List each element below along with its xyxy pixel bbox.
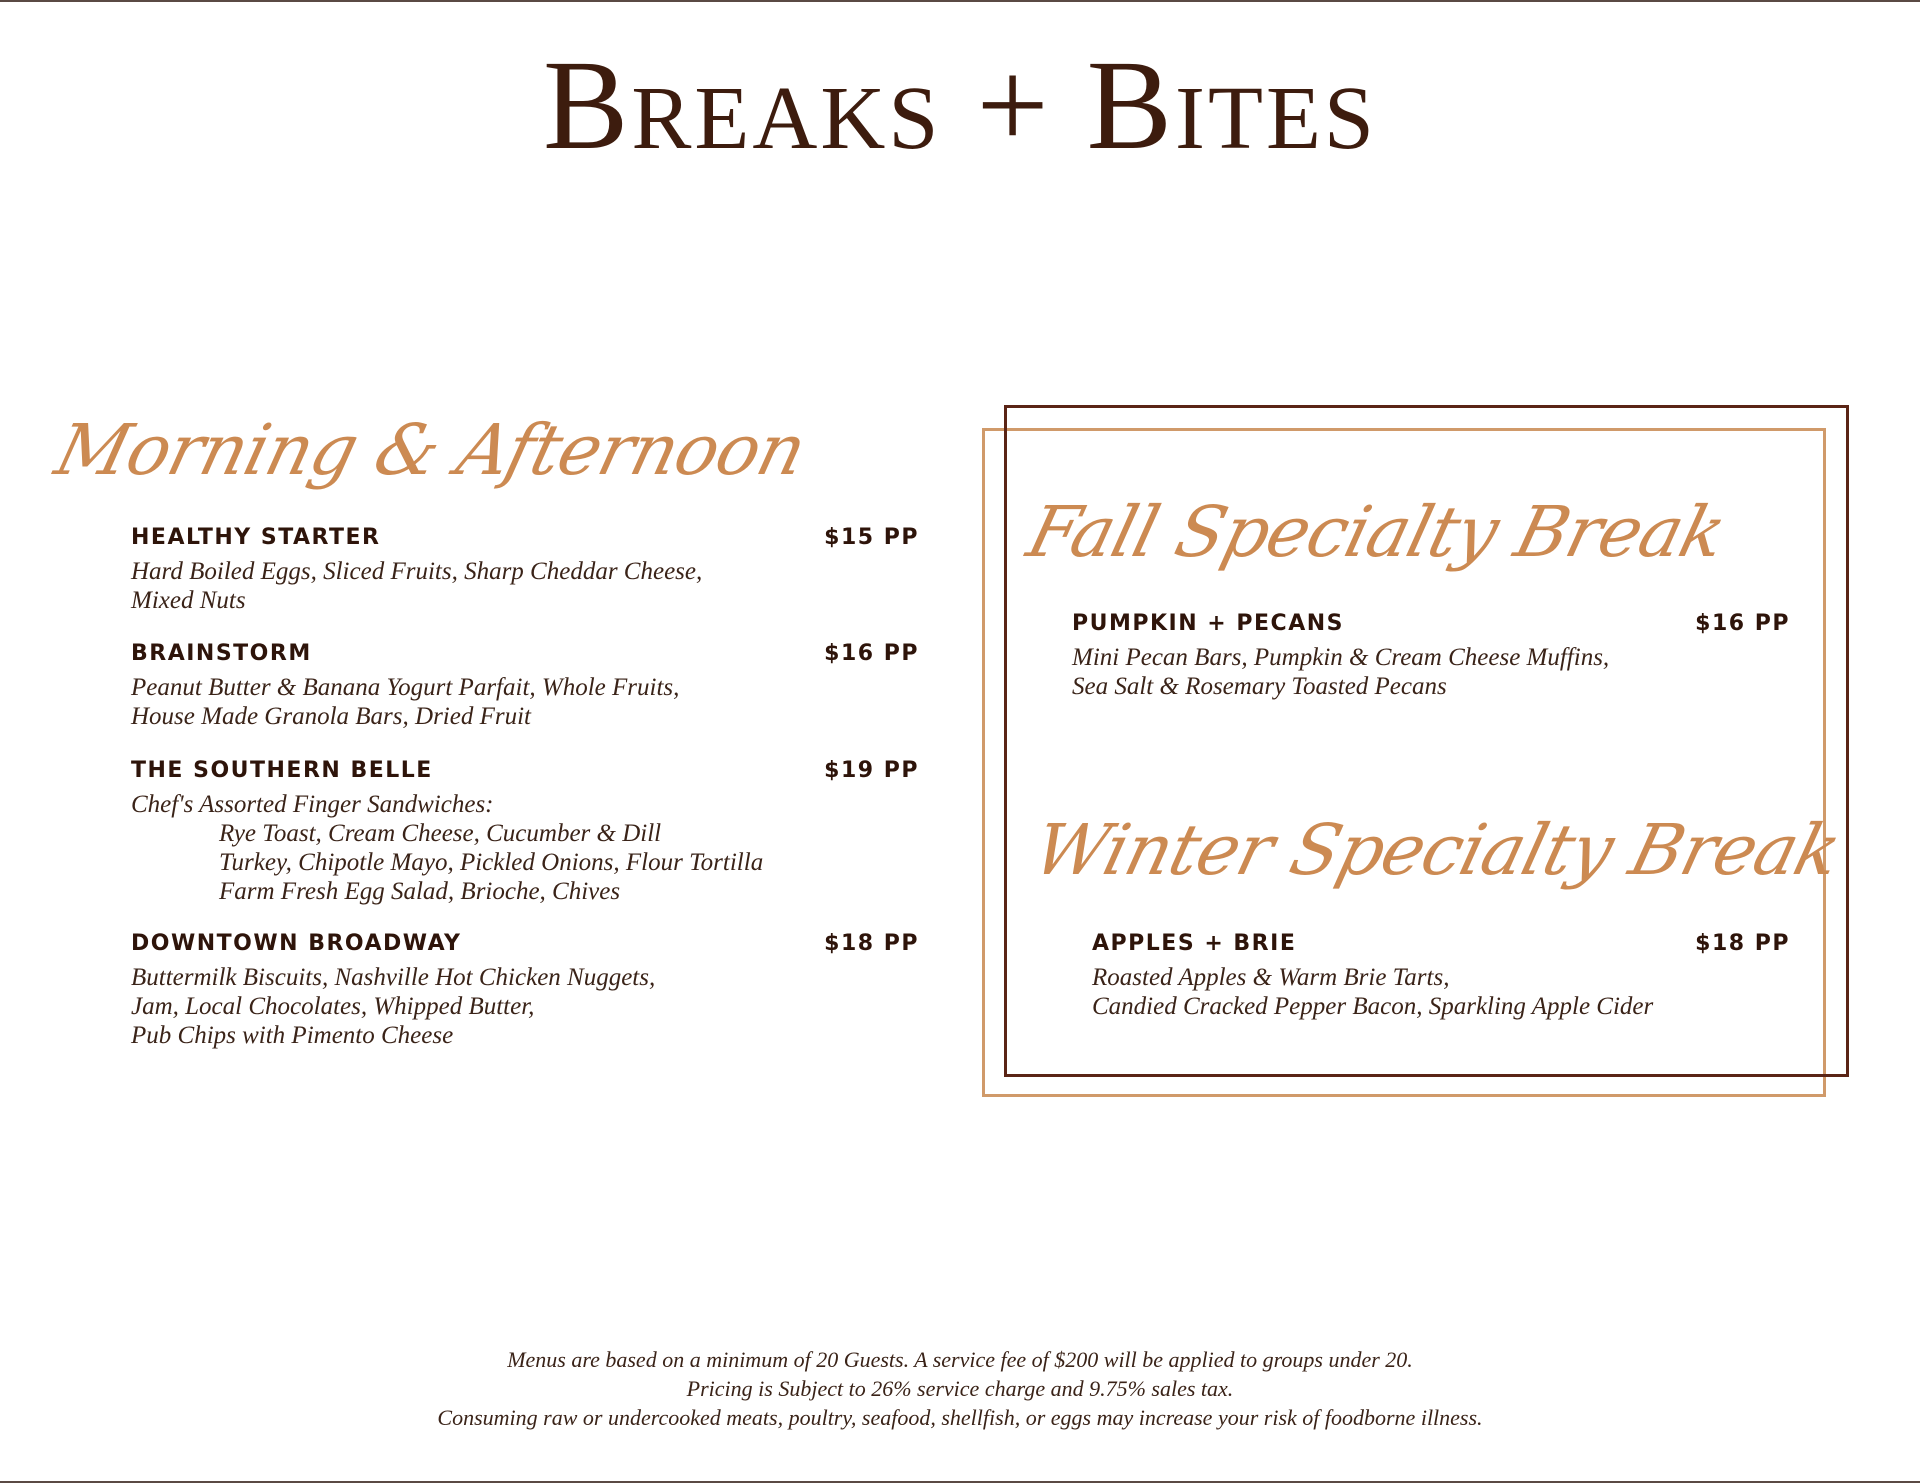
description-line: Hard Boiled Eggs, Sliced Fruits, Sharp Cheddar Cheese, [131,558,703,585]
item-description [131,673,679,731]
morning-afternoon-heading: Morning & Afternoon [47,409,814,491]
sandwich-line: Turkey, Chipotle Mayo, Pickled Onions, Flour Tortilla [219,849,764,876]
item-description [1092,963,1653,1021]
footer-line-minimum-guests: Menus are based on a minimum of 20 Guests. A service fee of $200 will be applied to groups under 20. [507,1347,1413,1372]
description-line: Buttermilk Biscuits, Nashville Hot Chicken Nuggets, [131,964,656,991]
item-price: $16 PP [1695,611,1790,636]
item-description [131,963,655,1050]
footer-notes [0,1345,1920,1432]
bottom-border-line [0,1481,1920,1483]
item-name: DOWNTOWN BROADWAY [131,931,462,956]
description-line: Roasted Apples & Warm Brie Tarts, [1092,964,1450,991]
description-line: House Made Granola Bars, Dried Fruit [131,703,531,730]
item-name: APPLES + BRIE [1092,931,1297,956]
description-line: Pub Chips with Pimento Cheese [131,1022,454,1049]
fall-specialty-heading: Fall Specialty Break [1019,491,1734,573]
description-line: Peanut Butter & Banana Yogurt Parfait, Whole Fruits, [131,674,680,701]
description-line: Mixed Nuts [131,587,246,614]
page-title: Breaks + Bites [543,34,1377,176]
sandwich-line: Rye Toast, Cream Cheese, Cucumber & Dill [219,820,662,847]
item-name: PUMPKIN + PECANS [1072,611,1344,636]
item-price: $16 PP [824,641,919,666]
item-price: $15 PP [824,525,919,550]
item-description [131,557,702,615]
item-price: $19 PP [824,758,919,783]
item-name: THE SOUTHERN BELLE [131,758,433,783]
item-description [1072,643,1609,701]
description-line: Candied Cracked Pepper Bacon, Sparkling Apple Cider [1092,993,1654,1020]
description-line: Mini Pecan Bars, Pumpkin & Cream Cheese Muffins, [1072,644,1610,671]
item-description [131,790,763,906]
sandwich-line: Farm Fresh Egg Salad, Brioche, Chives [219,878,621,905]
footer-line-pricing: Pricing is Subject to 26% service charge and 9.75% sales tax. [686,1376,1234,1401]
description-line: Jam, Local Chocolates, Whipped Butter, [131,993,535,1020]
top-border-line [0,0,1920,2]
item-price: $18 PP [824,931,919,956]
item-name: HEALTHY STARTER [131,525,381,550]
item-name: BRAINSTORM [131,641,312,666]
description-line: Sea Salt & Rosemary Toasted Pecans [1072,673,1447,700]
footer-line-food-warning: Consuming raw or undercooked meats, poultry, seafood, shellfish, or eggs may increase your risk of foodborne illness. [437,1405,1483,1430]
item-price: $18 PP [1695,931,1790,956]
description-line: Chef's Assorted Finger Sandwiches: [131,791,494,818]
winter-specialty-heading: Winter Specialty Break [1025,809,1848,891]
